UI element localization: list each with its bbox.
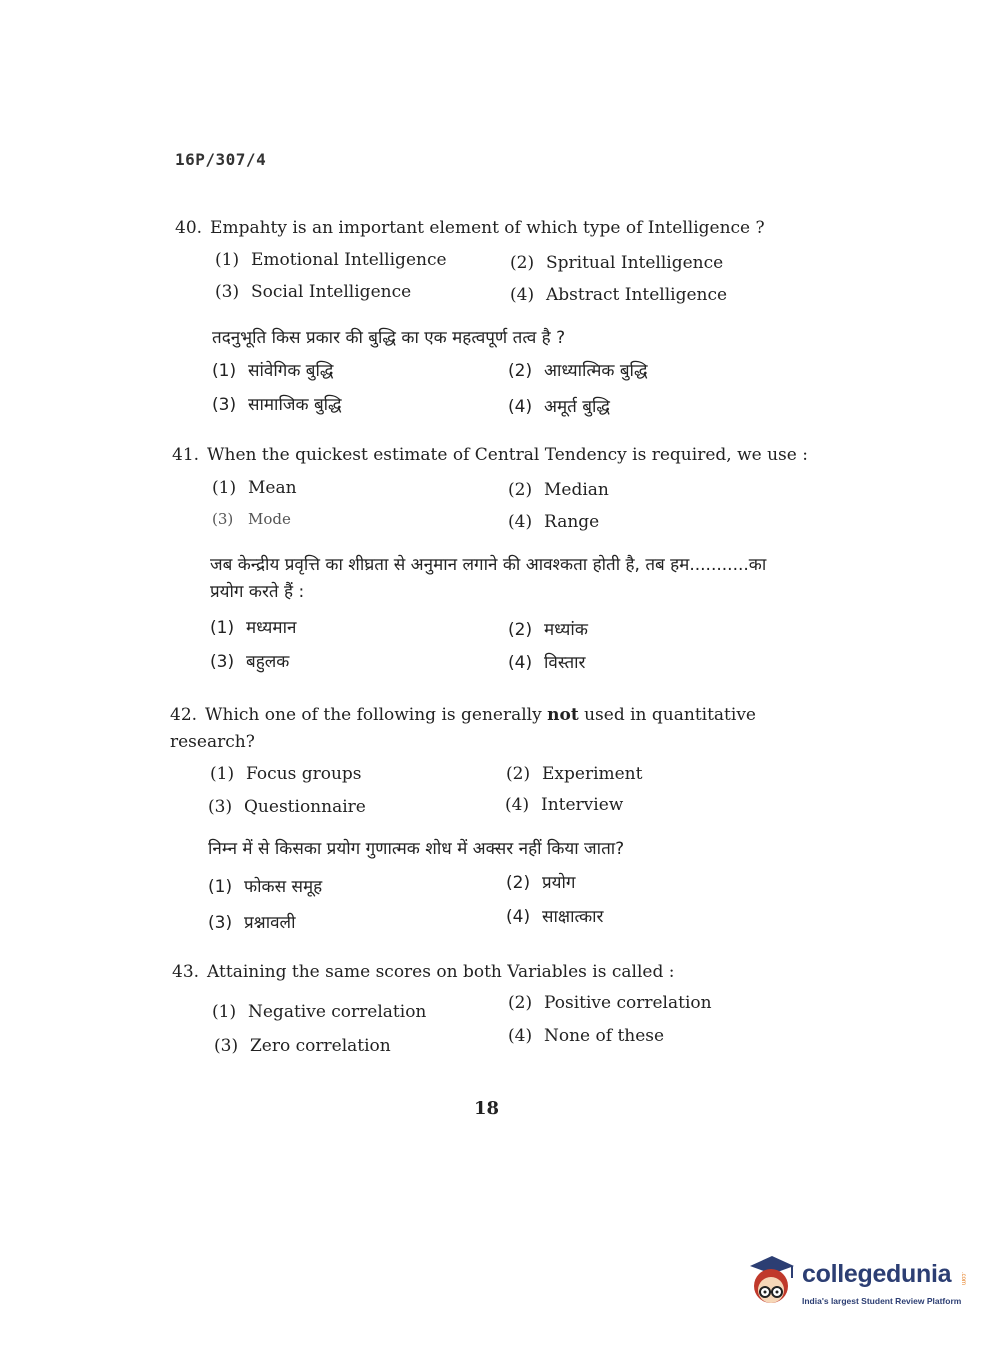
mascot-icon xyxy=(742,1252,800,1314)
option-hi-3: (3) प्रश्नावली xyxy=(208,913,296,933)
brand-name: collegedunia xyxy=(802,1260,952,1288)
option-3: (3) Zero correlation xyxy=(214,1036,391,1056)
question-text-hi: जब केन्द्रीय प्रवृत्ति का शीघ्रता से अनुमान लगाने की आवश्कता होती है, तब हम...........का प्रयोग करते हैं : xyxy=(210,555,767,602)
option-1: (1) Mean xyxy=(212,478,297,498)
question-number: 42. xyxy=(170,705,198,725)
option-1: (1) Emotional Intelligence xyxy=(215,250,447,270)
option-2: (2) Positive correlation xyxy=(508,993,712,1013)
question-text-hi: तदनुभूति किस प्रकार की बुद्धि का एक महत्वपूर्ण तत्व है ? xyxy=(212,328,566,348)
option-3: (3) Questionnaire xyxy=(208,797,366,817)
question-number: 41. xyxy=(172,445,200,465)
option-4: (4) Interview xyxy=(505,795,624,815)
option-hi-3: (3) सामाजिक बुद्धि xyxy=(212,395,342,415)
option-hi-1: (1) फोकस समूह xyxy=(208,877,323,897)
option-3: (3) Mode xyxy=(212,510,291,528)
option-4: (4) Abstract Intelligence xyxy=(510,285,728,305)
option-hi-1: (1) सांवेगिक बुद्धि xyxy=(212,361,334,381)
option-1: (1) Focus groups xyxy=(210,764,362,784)
collegedunia-watermark xyxy=(742,1252,972,1314)
option-2: (2) Experiment xyxy=(506,764,643,784)
question-text-en: 41. When the quickest estimate of Central Tendency is required, we use : xyxy=(172,445,808,465)
option-hi-2: (2) प्रयोग xyxy=(506,873,576,893)
option-hi-4: (4) विस्तार xyxy=(508,653,586,673)
emphasis-not: not xyxy=(547,705,579,725)
question-number: 43. xyxy=(172,962,200,982)
brand-tagline: India's largest Student Review Platform xyxy=(802,1296,962,1306)
question-text-hi: निम्न में से किसका प्रयोग गुणात्मक शोध में अक्सर नहीं किया जाता? xyxy=(208,839,625,859)
option-hi-3: (3) बहुलक xyxy=(210,652,290,672)
option-4: (4) Range xyxy=(508,512,600,532)
question-number: 40. xyxy=(175,218,203,238)
option-3: (3) Social Intelligence xyxy=(215,282,412,302)
option-2: (2) Spritual Intelligence xyxy=(510,253,724,273)
option-hi-2: (2) मध्यांक xyxy=(508,620,588,640)
question-text-en: 42. Which one of the following is generally not used in quantitative research? xyxy=(170,705,756,752)
question-text-en: 43. Attaining the same scores on both Variables is called : xyxy=(172,962,675,982)
question-text-en: 40. Empahty is an important element of which type of Intelligence ? xyxy=(175,218,765,238)
option-hi-4: (4) साक्षात्कार xyxy=(506,907,604,927)
option-1: (1) Negative correlation xyxy=(212,1002,427,1022)
paper-code: 16P/307/4 xyxy=(175,150,267,169)
option-hi-4: (4) अमूर्त बुद्धि xyxy=(508,397,610,417)
page-number: 18 xyxy=(474,1098,500,1119)
brand-domain: .com xyxy=(960,1272,966,1286)
option-4: (4) None of these xyxy=(508,1026,665,1046)
option-hi-1: (1) मध्यमान xyxy=(210,618,297,638)
option-hi-2: (2) आध्यात्मिक बुद्धि xyxy=(508,361,648,381)
option-2: (2) Median xyxy=(508,480,609,500)
